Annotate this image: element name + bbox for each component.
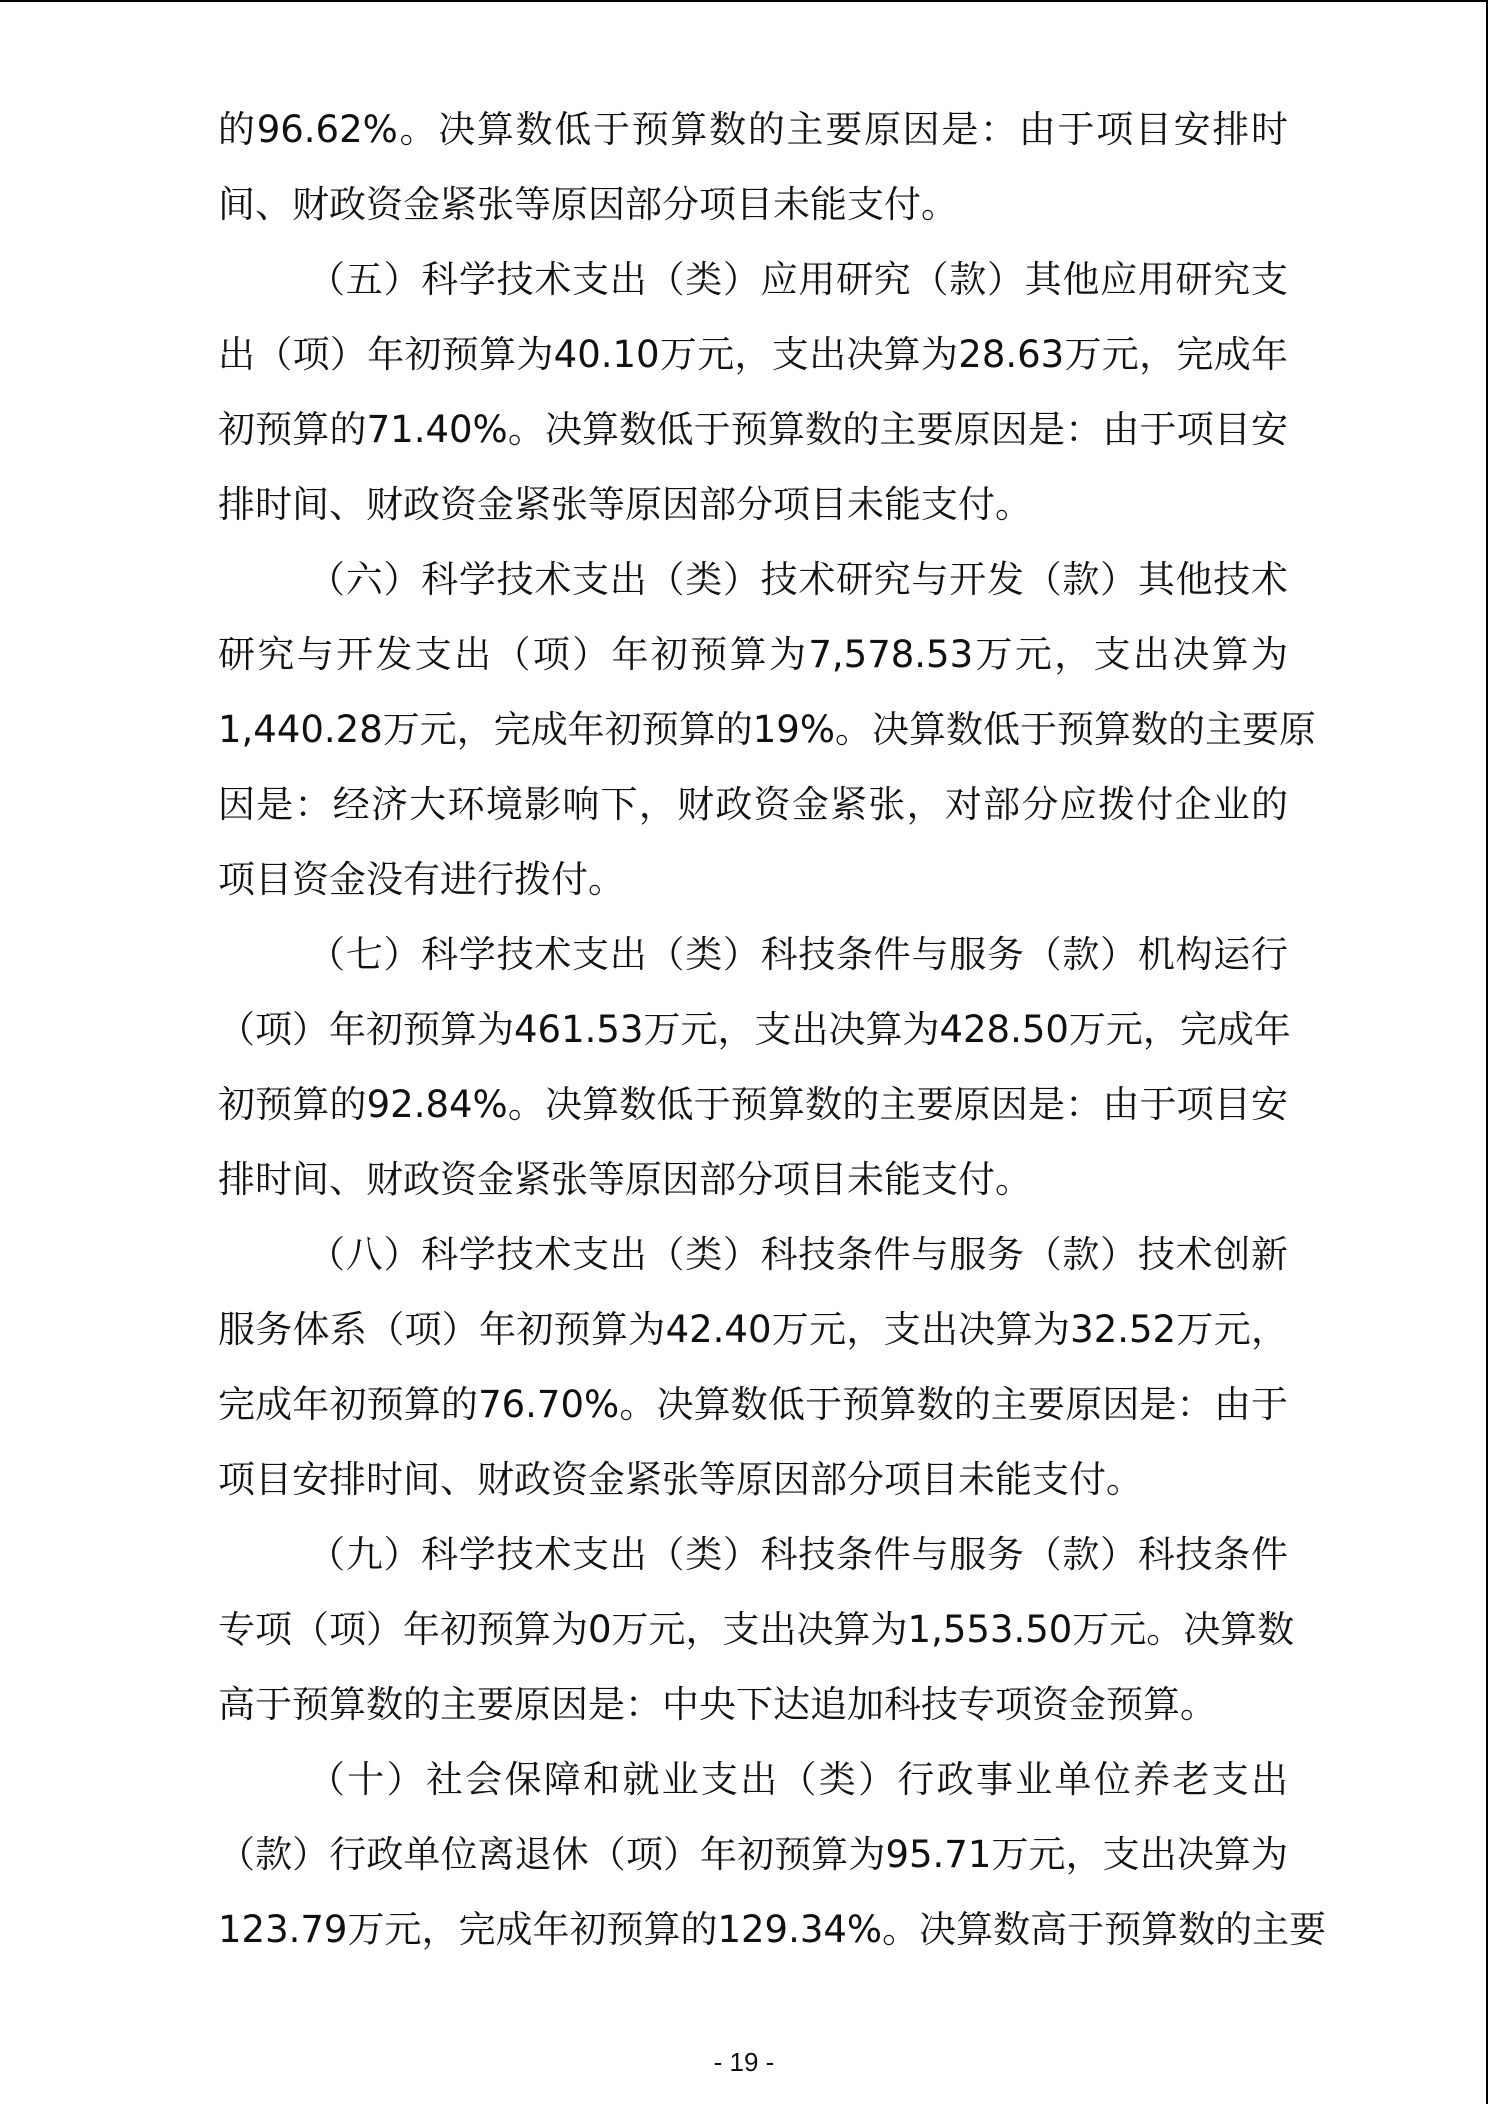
text-line: 间、财政资金紧张等原因部分项目未能支付。 [218, 183, 958, 226]
section-heading-line: （十）社会保障和就业支出（类）行政事业单位养老支出 [308, 1758, 1288, 1801]
text-line: 专项（项）年初预算为0万元，支出决算为1,553.50万元。决算数 [218, 1608, 1295, 1651]
text-line: 的96.62%。决算数低于预算数的主要原因是：由于项目安排时 [218, 108, 1288, 151]
text-line: 服务体系（项）年初预算为42.40万元，支出决算为32.52万元， [218, 1308, 1288, 1351]
section-heading-line: （六）科学技术支出（类）技术研究与开发（款）其他技术 [308, 558, 1288, 601]
text-line: （项）年初预算为461.53万元，支出决算为428.50万元，完成年 [218, 1008, 1291, 1051]
text-line: 出（项）年初预算为40.10万元，支出决算为28.63万元，完成年 [218, 333, 1288, 376]
text-line: 初预算的71.40%。决算数低于预算数的主要原因是：由于项目安 [218, 408, 1288, 451]
section-heading-line: （五）科学技术支出（类）应用研究（款）其他应用研究支 [308, 258, 1288, 301]
page-number: - 19 - [713, 2047, 775, 2077]
text-line: 排时间、财政资金紧张等原因部分项目未能支付。 [218, 1158, 1032, 1201]
text-line: 初预算的92.84%。决算数低于预算数的主要原因是：由于项目安 [218, 1083, 1288, 1126]
text-line: 1,440.28万元，完成年初预算的19%。决算数低于预算数的主要原 [218, 708, 1317, 751]
text-line: （款）行政单位离退休（项）年初预算为95.71万元，支出决算为 [218, 1833, 1288, 1876]
section-heading-line: （七）科学技术支出（类）科技条件与服务（款）机构运行 [308, 933, 1288, 976]
text-line: 项目安排时间、财政资金紧张等原因部分项目未能支付。 [218, 1458, 1143, 1501]
text-line: 因是：经济大环境影响下，财政资金紧张，对部分应拨付企业的 [218, 783, 1288, 826]
text-line: 研究与开发支出（项）年初预算为7,578.53万元，支出决算为 [218, 633, 1288, 676]
section-heading-line: （八）科学技术支出（类）科技条件与服务（款）技术创新 [308, 1233, 1288, 1276]
section-heading-line: （九）科学技术支出（类）科技条件与服务（款）科技条件 [308, 1533, 1288, 1576]
text-line: 123.79万元，完成年初预算的129.34%。决算数高于预算数的主要 [218, 1908, 1327, 1951]
text-line: 排时间、财政资金紧张等原因部分项目未能支付。 [218, 483, 1032, 526]
text-line: 项目资金没有进行拨付。 [218, 858, 625, 901]
text-line: 高于预算数的主要原因是：中央下达追加科技专项资金预算。 [218, 1683, 1217, 1726]
text-line: 完成年初预算的76.70%。决算数低于预算数的主要原因是：由于 [218, 1383, 1288, 1426]
